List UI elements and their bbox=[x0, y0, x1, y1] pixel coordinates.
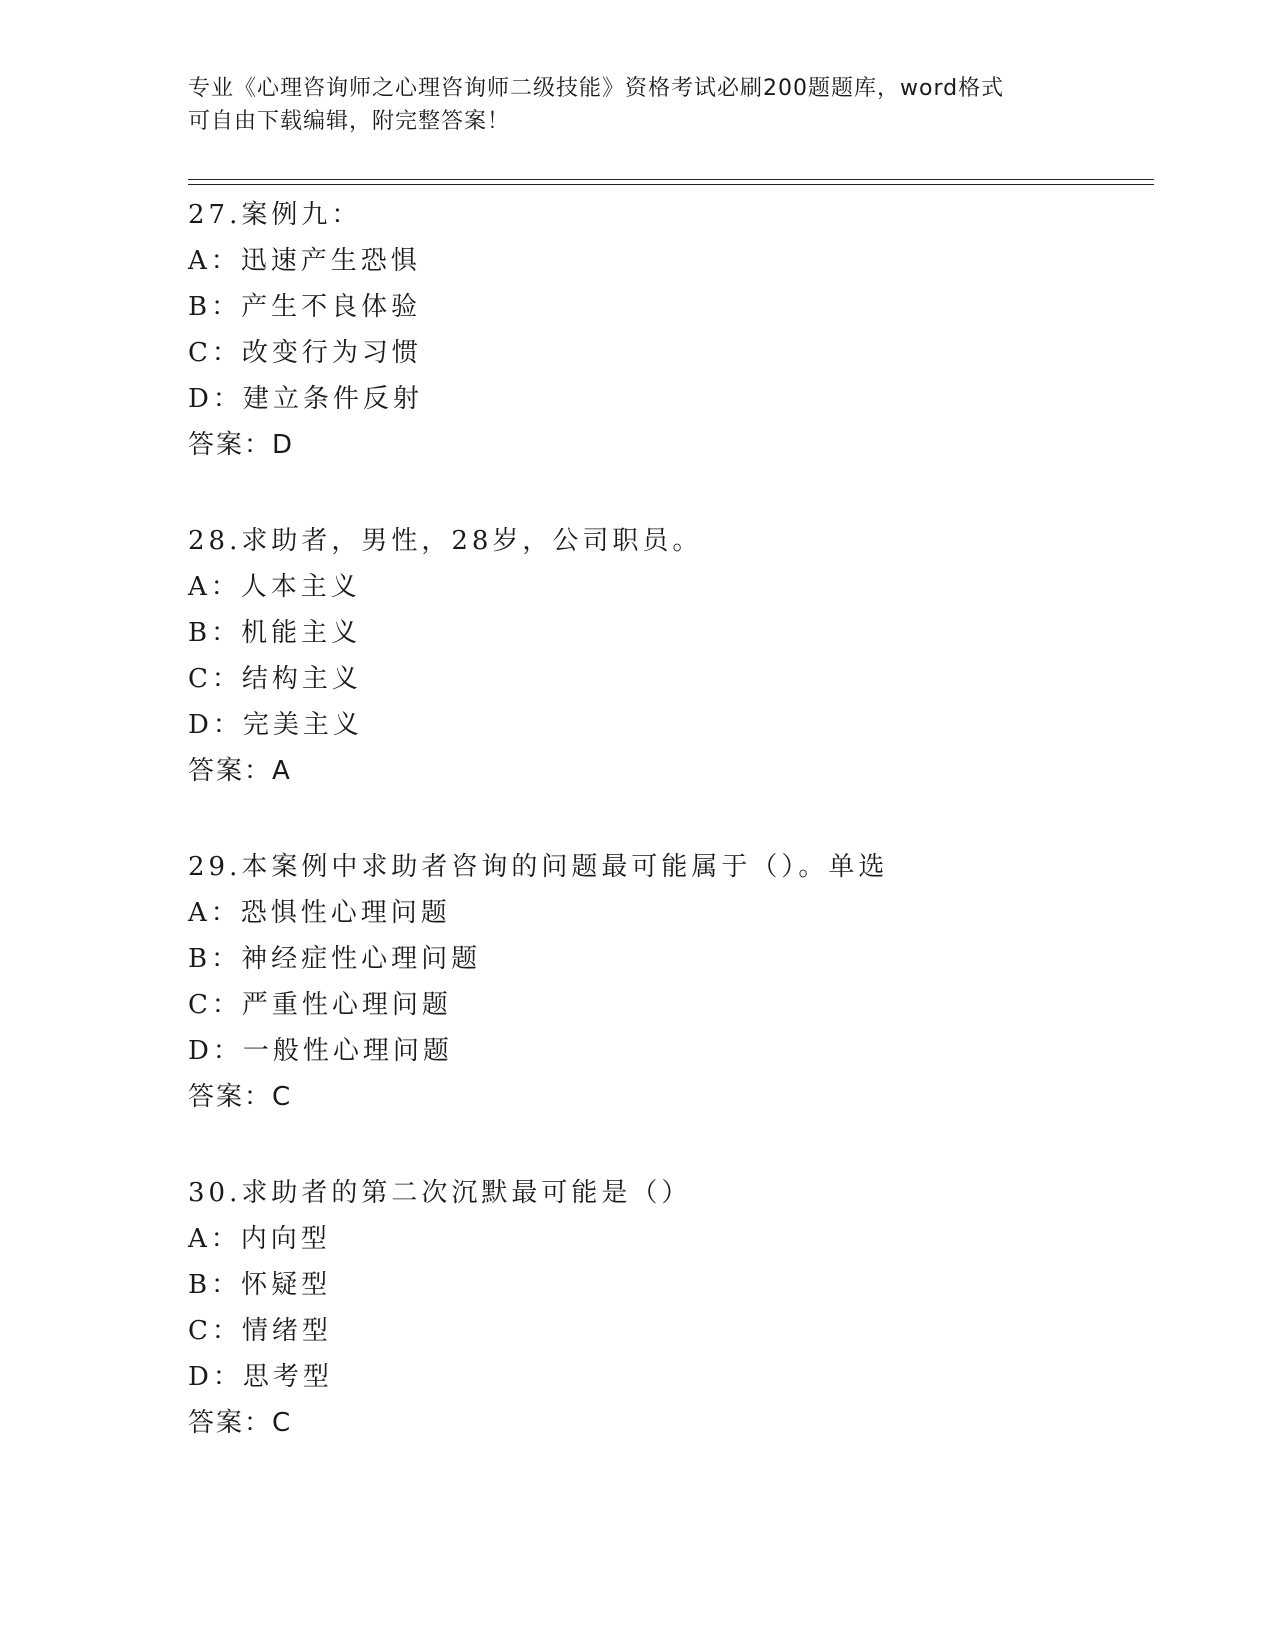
option-c: C：严重性心理问题 bbox=[188, 990, 452, 1020]
question-28 bbox=[188, 518, 1148, 794]
answer-line: 答案：C bbox=[188, 1408, 293, 1438]
option-c: C：情绪型 bbox=[188, 1316, 332, 1346]
option-d: D：一般性心理问题 bbox=[188, 1036, 453, 1066]
question-title: 27.案例九： bbox=[188, 200, 362, 230]
option-d: D：完美主义 bbox=[188, 710, 363, 740]
question-29 bbox=[188, 844, 1148, 1120]
option-b: B：怀疑型 bbox=[188, 1270, 332, 1300]
option-b: B：神经症性心理问题 bbox=[188, 944, 482, 974]
answer-line: 答案：C bbox=[188, 1082, 293, 1112]
option-c: C：改变行为习惯 bbox=[188, 338, 422, 368]
option-a: A：恐惧性心理问题 bbox=[188, 898, 451, 928]
option-a: A：人本主义 bbox=[188, 572, 361, 602]
question-title: 29.本案例中求助者咨询的问题最可能属于（）。单选 bbox=[188, 852, 889, 882]
question-30 bbox=[188, 1170, 1148, 1446]
option-a: A：迅速产生恐惧 bbox=[188, 246, 421, 276]
option-d: D：思考型 bbox=[188, 1362, 333, 1392]
question-27 bbox=[188, 192, 1148, 468]
option-b: B：产生不良体验 bbox=[188, 292, 422, 322]
question-title: 28.求助者，男性，28岁，公司职员。 bbox=[188, 526, 703, 556]
answer-line: 答案：D bbox=[188, 430, 295, 460]
option-b: B：机能主义 bbox=[188, 618, 362, 648]
document-header bbox=[188, 72, 1068, 138]
option-d: D：建立条件反射 bbox=[188, 384, 423, 414]
header-line-1: 专业《心理咨询师之心理咨询师二级技能》资格考试必刷200题题库，word格式 bbox=[188, 76, 1005, 101]
question-title: 30.求助者的第二次沉默最可能是（） bbox=[188, 1178, 692, 1208]
header-divider-bottom bbox=[188, 184, 1154, 185]
header-divider-top bbox=[188, 179, 1154, 180]
option-a: A：内向型 bbox=[188, 1224, 331, 1254]
header-line-2: 可自由下载编辑，附完整答案！ bbox=[188, 109, 511, 134]
answer-line: 答案：A bbox=[188, 756, 292, 786]
option-c: C：结构主义 bbox=[188, 664, 362, 694]
question-list bbox=[188, 192, 1148, 1496]
